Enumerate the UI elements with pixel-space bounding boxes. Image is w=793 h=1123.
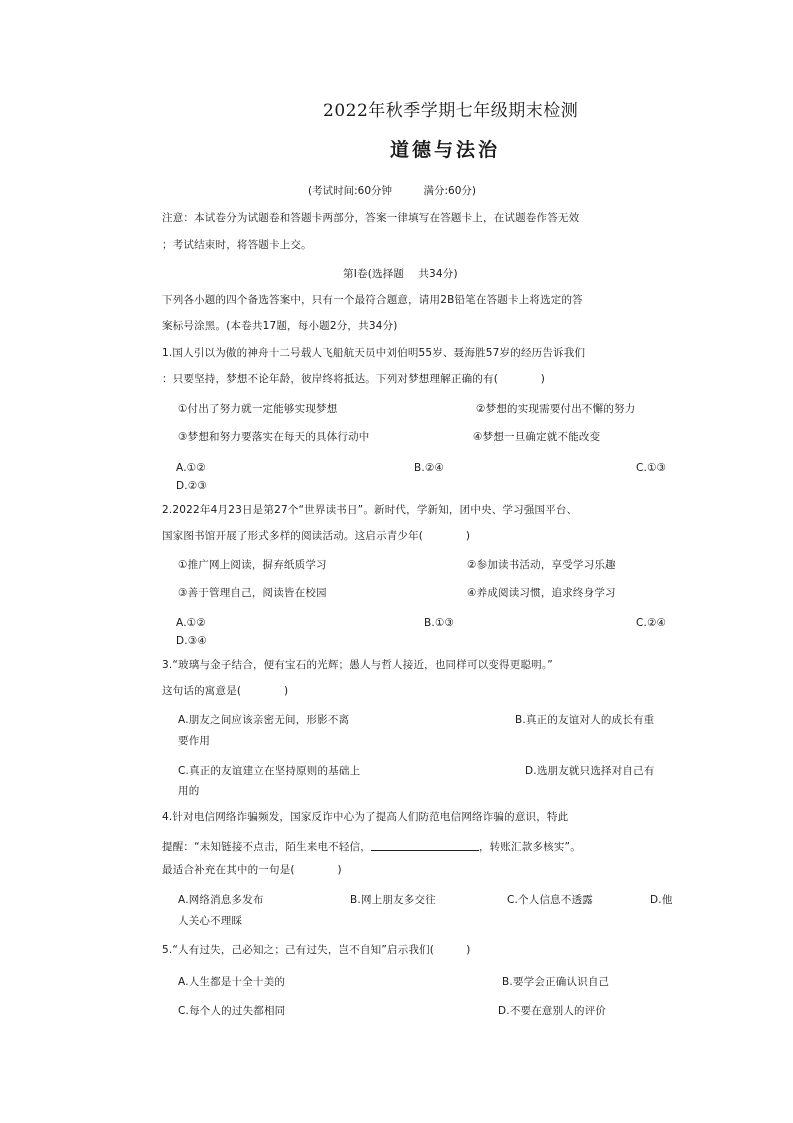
notice-line-2: ；考试结束时，将答题卡上交。 bbox=[162, 239, 312, 251]
q3-option-d-continued: 用的 bbox=[178, 785, 200, 797]
q3-option-d: D.选朋友就只选择对自己有 bbox=[525, 765, 655, 777]
q1-stem-line-2: ：只要坚持，梦想不论年龄，彼岸终将抵达。下列对梦想理解正确的有( ) bbox=[162, 373, 546, 385]
q4-option-c: C.个人信息不透露 bbox=[507, 894, 593, 906]
q4-stem-line-2 bbox=[162, 839, 581, 853]
q4-stem-line-2-start: 提醒：“未知链接不点击，陌生来电不轻信， bbox=[162, 841, 371, 853]
q2-item: ①推广网上阅读，摒弃纸质学习 bbox=[178, 559, 327, 571]
q3-option-b: B.真正的友谊对人的成长有重 bbox=[515, 714, 655, 726]
q3-stem-line-2: 这句话的寓意是( ) bbox=[162, 685, 289, 697]
subject-title: 道德与法治 bbox=[390, 139, 501, 161]
q2-option-d: D.③④ bbox=[176, 635, 208, 647]
q4-option-a: A.网络消息多发布 bbox=[178, 894, 264, 906]
q2-option-b: B.①③ bbox=[424, 617, 455, 629]
notice-line-1: 注意：本试卷分为试题卷和答题卡两部分，答案一律填写在答题卡上，在试题卷作答无效 bbox=[162, 212, 580, 224]
q2-item: ④养成阅读习惯，追求终身学习 bbox=[467, 587, 616, 599]
q2-item: ③善于管理自己，阅读皆在校园 bbox=[178, 587, 327, 599]
q4-option-b: B.网上朋友多交往 bbox=[350, 894, 436, 906]
q5-option-a: A.人生都是十全十美的 bbox=[178, 976, 286, 988]
q4-option-d: D.他 bbox=[650, 894, 673, 906]
q1-option-b: B.②④ bbox=[414, 462, 445, 474]
q1-item: ③梦想和努力要落实在每天的具体行动中 bbox=[178, 431, 370, 443]
fill-in-blank bbox=[371, 839, 479, 851]
q5-stem: 5.“人有过失，己必知之；己有过失，岂不自知”启示我们( ) bbox=[162, 944, 471, 956]
q3-option-b-continued: 要作用 bbox=[178, 735, 211, 747]
section-instruction-2: 案标号涂黑。(本卷共17题，每小题2分，共34分) bbox=[162, 320, 398, 332]
q3-option-a: A.朋友之间应该亲密无间，形影不离 bbox=[178, 714, 350, 726]
exam-title: 2022年秋季学期七年级期末检测 bbox=[323, 101, 579, 121]
q4-option-d-continued: 人关心不理睬 bbox=[178, 915, 243, 927]
q4-stem-line-2-end: ，转账汇款多核实”。 bbox=[478, 841, 581, 853]
q2-item: ②参加读书活动，享受学习乐趣 bbox=[467, 559, 616, 571]
section-title: 第Ⅰ卷(选择题 共34分) bbox=[343, 268, 458, 280]
q3-stem-line-1: 3.“玻璃与金子结合，便有宝石的光辉；愚人与哲人接近，也同样可以变得更聪明。” bbox=[162, 659, 553, 671]
q2-option-c: C.②④ bbox=[636, 617, 667, 629]
q1-item: ④梦想一旦确定就不能改变 bbox=[473, 431, 601, 443]
q2-option-a: A.①② bbox=[176, 617, 206, 629]
q1-option-d: D.②③ bbox=[176, 480, 208, 492]
q5-option-c: C.每个人的过失都相同 bbox=[178, 1005, 286, 1017]
q1-option-c: C.①③ bbox=[636, 462, 667, 474]
exam-info: (考试时间:60分钟 满分:60分) bbox=[308, 185, 476, 197]
q1-item: ①付出了努力就一定能够实现梦想 bbox=[178, 403, 338, 415]
q3-option-c: C.真正的友谊建立在坚持原则的基础上 bbox=[178, 765, 361, 777]
q1-item: ②梦想的实现需要付出不懈的努力 bbox=[476, 403, 636, 415]
q1-stem-line-1: 1.国人引以为傲的神舟十二号载人飞船航天员中刘伯明55岁、聂海胜57岁的经历告诉我们 bbox=[162, 347, 586, 359]
q5-option-d: D.不要在意别人的评价 bbox=[498, 1005, 607, 1017]
q5-option-b: B.要学会正确认识自己 bbox=[502, 976, 610, 988]
q1-option-a: A.①② bbox=[176, 462, 206, 474]
q2-stem-line-2: 国家图书馆开展了形式多样的阅读活动。这启示青少年( ) bbox=[162, 530, 471, 542]
q4-stem-line-3: 最适合补充在其中的一句是( ) bbox=[162, 864, 342, 876]
q4-stem-line-1: 4.针对电信网络诈骗频发，国家反诈中心为了提高人们防范电信网络诈骗的意识，特此 bbox=[162, 811, 569, 823]
q2-stem-line-1: 2.2022年4月23日是第27个“世界读书日”。新时代，学新知，团中央、学习强国平台、 bbox=[162, 504, 578, 516]
section-instruction-1: 下列各小题的四个备选答案中，只有一个最符合题意，请用2B铅笔在答题卡上将选定的答 bbox=[162, 294, 583, 306]
